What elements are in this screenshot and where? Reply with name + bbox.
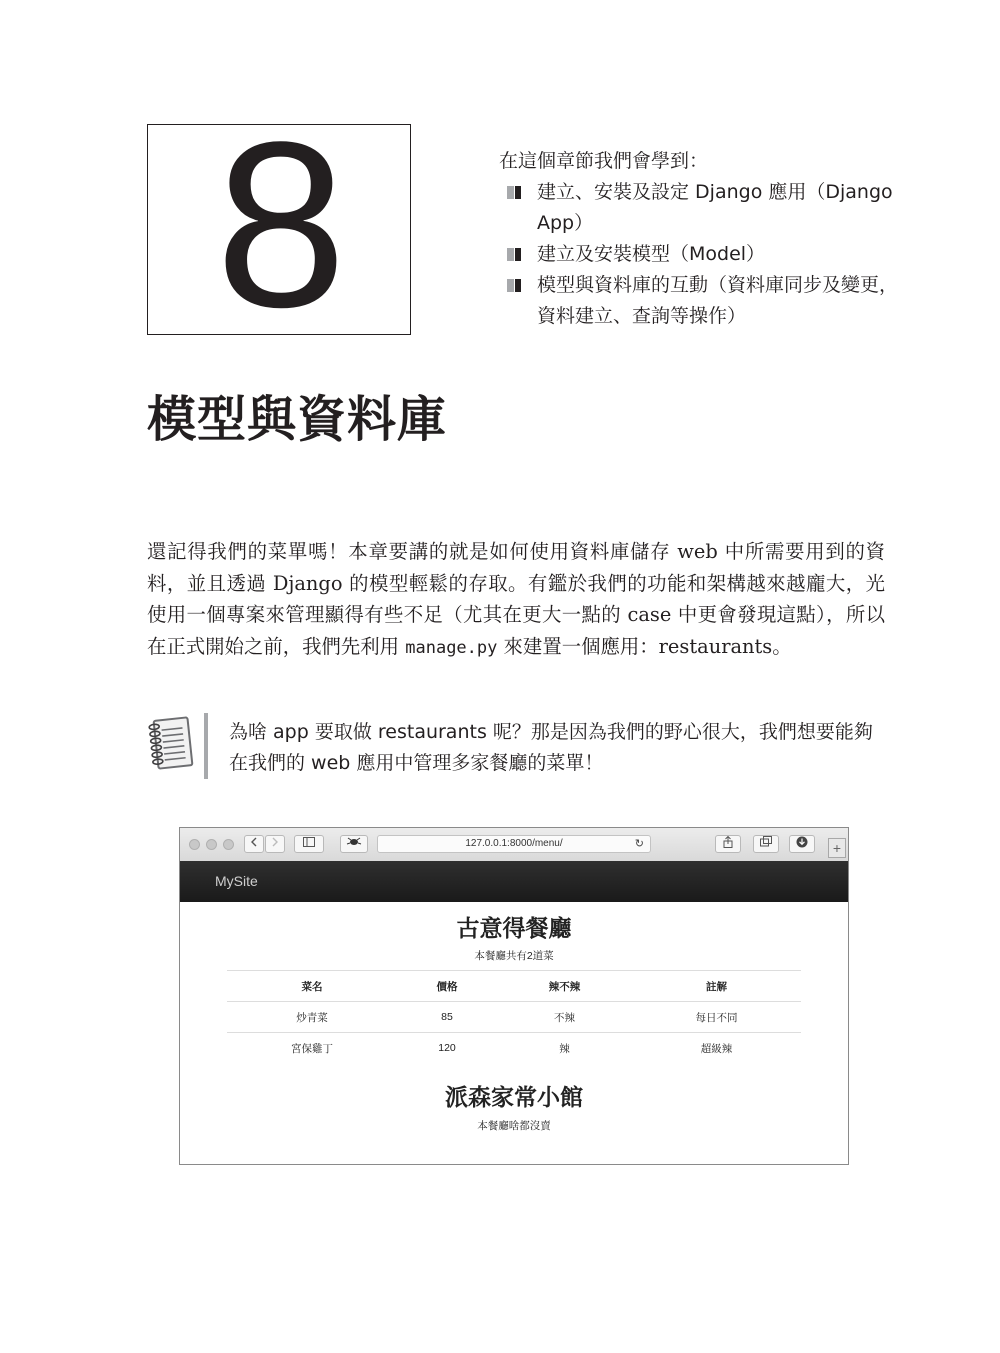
note-divider [204,713,208,779]
table-cell: 超級辣 [632,1033,801,1064]
chevron-left-icon [250,837,258,847]
chapter-objectives [499,146,899,332]
table-cell: 宮保雞丁 [227,1033,397,1064]
objective-item [499,177,899,239]
objectives-intro: 在這個章節我們會學到： [499,150,709,172]
table-header-row [227,971,801,1002]
tabs-icon [760,836,772,847]
restaurant-name: 古意得餐廳 [456,915,572,941]
table-cell: 85 [397,1002,497,1033]
sidebar-button[interactable] [294,835,324,853]
tabs-button[interactable] [753,835,779,853]
body-text-part: 還記得我們的菜單嗎！本章要講的就是如何使用資料庫儲存 web 中所需要用到的資料，並且透過 Django 的模型輕鬆的存取。有鑑於我們的功能和架構越來越龐大，光使用一個專案來管理顯得有些不足（尤其在更大一點的 case 中更會發現這點），所以在正式開始之前，我們先利用 [147,540,885,658]
share-button[interactable] [715,835,741,853]
chapter-number-box [147,93,411,357]
square-bullet-icon [507,279,521,292]
download-button[interactable] [789,835,815,853]
chapter-number: 8 [215,93,343,357]
browser-toolbar [180,828,848,862]
table-cell: 120 [397,1033,497,1064]
download-icon [796,836,808,848]
sidebar-icon [303,837,315,847]
note-text: 為啥 app 要取做 restaurants 呢？那是因為我們的野心很大，我們想要能夠在我們的 web 應用中管理多家餐廳的菜單！ [229,721,873,774]
site-brand[interactable]: MySite [215,873,258,889]
restaurant-name: 派森家常小館 [445,1084,583,1110]
objective-item [499,270,899,332]
menu-table [227,970,801,1063]
table-cell: 不辣 [497,1002,632,1033]
table-cell: 辣 [497,1033,632,1064]
forward-button[interactable] [265,835,285,853]
objective-item [499,239,899,270]
objective-text: 建立及安裝模型（Model） [537,243,766,265]
url-bar[interactable] [377,835,651,853]
chevron-right-icon [271,837,279,847]
chapter-title: 模型與資料庫 [147,391,448,448]
window-zoom-button[interactable] [223,839,234,850]
table-header: 辣不辣 [497,971,632,1002]
square-bullet-icon [507,186,521,199]
body-text-part: 來建置一個應用：restaurants。 [497,634,792,658]
objective-text: 建立、安裝及設定 Django 應用（Django App） [537,181,893,234]
table-header: 菜名 [227,971,397,1002]
back-button[interactable] [244,835,264,853]
table-cell: 炒青菜 [227,1002,397,1033]
table-cell: 每日不同 [632,1002,801,1033]
browser-window [179,827,849,1165]
table-row [227,1002,801,1033]
restaurant-summary: 本餐廳共有2道菜 [474,950,554,962]
reload-icon[interactable]: ↻ [634,838,644,850]
share-icon [723,836,733,848]
restaurant-summary: 本餐廳啥都沒賣 [477,1120,551,1132]
new-tab-button[interactable]: + [828,838,846,858]
square-bullet-icon [507,248,521,261]
table-row [227,1033,801,1064]
window-minimize-button[interactable] [206,839,217,850]
objective-text: 模型與資料庫的互動（資料庫同步及變更，資料建立、查詢等操作） [537,274,899,327]
inline-code: manage.py [405,637,498,658]
bug-icon [346,836,362,848]
table-header: 價格 [397,971,497,1002]
window-close-button[interactable] [189,839,200,850]
url-text: 127.0.0.1:8000/menu/ [465,838,563,849]
extension-button[interactable] [340,835,368,853]
site-navbar [180,861,848,902]
table-header: 註解 [632,971,801,1002]
body-paragraph [147,536,885,664]
notepad-icon [147,715,195,771]
note-callout [147,713,887,783]
